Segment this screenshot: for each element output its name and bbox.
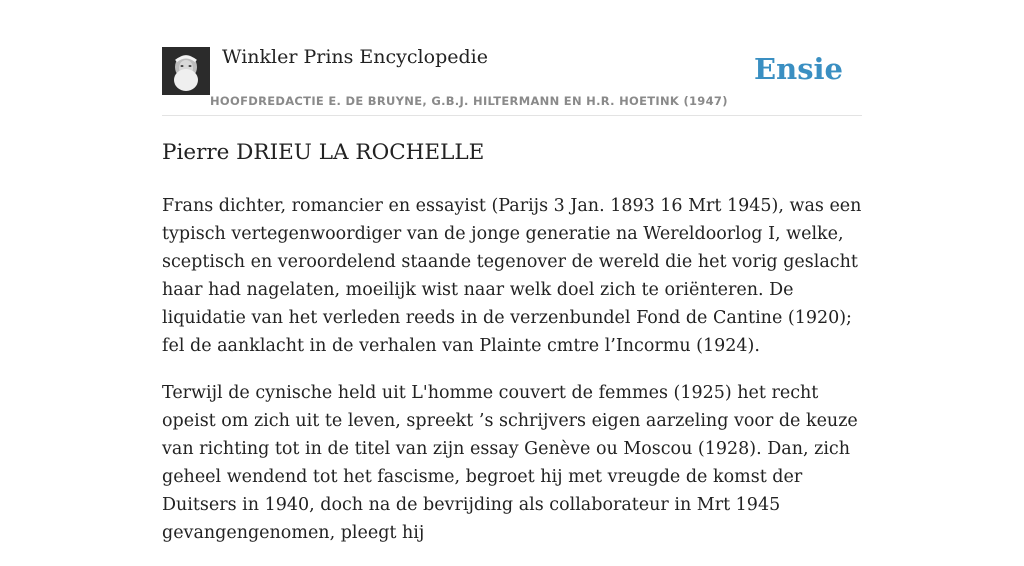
editors-subtitle: HOOFDREDACTIE E. DE BRUYNE, G.B.J. HILTERMANN EN H.R. HOETINK (1947) <box>210 94 728 108</box>
bearded-man-portrait-icon <box>162 47 210 95</box>
ensie-logo-link[interactable]: Ensie <box>754 52 843 86</box>
article-body <box>162 192 862 566</box>
article-paragraph: Terwijl de cynische held uit L'homme couvert de femmes (1925) het recht opeist om zich uit te leven, spreekt ’s schrijvers eigen aarzeling voor de keuze van richting tot in de titel van zijn essay Genève ou Moscou (1928). Dan, zich geheel wendend tot het fascisme, begroet hij met vreugde de komst der Duitsers in 1940, doch na de bevrijding als collaborateur in Mrt 1945 gevangengenomen, pleegt hij <box>162 383 858 543</box>
article-paragraph: Frans dichter, romancier en essayist (Parijs 3 Jan. 1893 16 Mrt 1945), was een typisch vertegenwoordiger van de jonge generatie na Wereldoorlog I, welke, sceptisch en veroordelend staande tegenover de wereld die het vorig geslacht haar had nagelaten, moeilijk wist naar welk doel zich te oriënteren. De liquidatie van het verleden reeds in de verzenbundel Fond de Cantine (1920); fel de aanklacht in de verhalen van Plainte cmtre l’Incormu (1924). <box>162 196 862 356</box>
site-title[interactable]: Winkler Prins Encyclopedie <box>222 46 488 68</box>
header-divider <box>162 115 862 116</box>
author-avatar <box>162 47 210 95</box>
article-title: Pierre DRIEU LA ROCHELLE <box>162 140 485 165</box>
